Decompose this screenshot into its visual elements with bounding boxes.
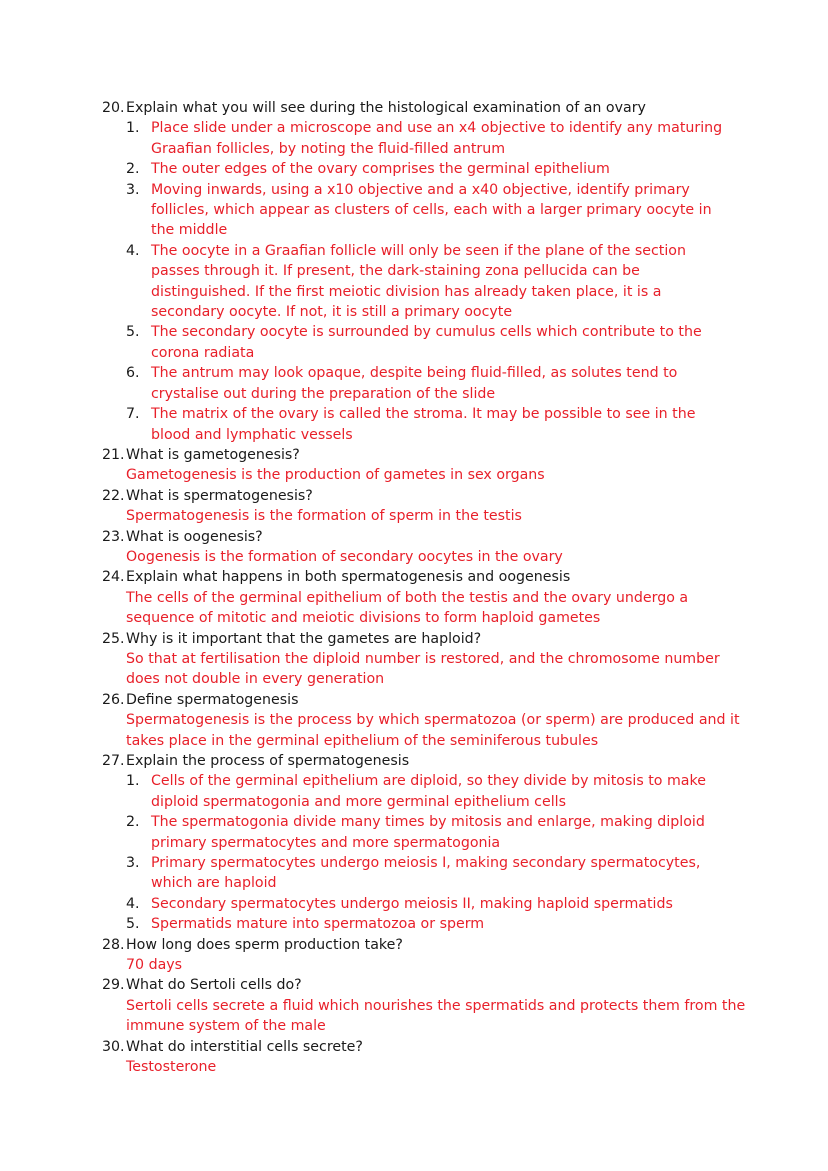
- answer-step: [0, 812, 828, 853]
- question-item: [0, 975, 828, 995]
- question-item: [0, 935, 828, 955]
- step-text: The antrum may look opaque, despite being fluid-filled, as solutes tend to crystalise out during the preparation of the slide: [151, 365, 678, 402]
- question-number: 25.: [102, 630, 125, 647]
- answer-step: [0, 241, 828, 323]
- answer-step: [0, 894, 828, 914]
- question-number: 22.: [102, 487, 125, 504]
- step-text: The outer edges of the ovary comprises the germinal epithelium: [151, 161, 610, 178]
- question-text: Explain what you will see during the histological examination of an ovary: [126, 100, 646, 116]
- step-text: Moving inwards, using a x10 objective and a x40 objective, identify primary follicles, which appear as clusters of cells, each with a larger primary oocyte in the middle: [151, 181, 712, 239]
- question-number: 21.: [102, 446, 125, 463]
- answer-text: Spermatogenesis is the formation of sperm in the testis: [126, 508, 522, 525]
- question-text: Define spermatogenesis: [126, 691, 299, 708]
- answer-step: [0, 180, 828, 241]
- question-text: Explain the process of spermatogenesis: [126, 753, 410, 769]
- step-text: The spermatogonia divide many times by mitosis and enlarge, making diploid primary spermatocytes and more spermatogonia: [151, 814, 705, 851]
- question-item: [0, 629, 828, 649]
- answer-text: The cells of the germinal epithelium of both the testis and the ovary undergo a sequence of mitotic and meiotic divisions to form haploid gametes: [126, 589, 689, 627]
- step-number: 3.: [126, 855, 140, 872]
- step-text: Spermatids mature into spermatozoa or sperm: [151, 916, 485, 933]
- step-number: 1.: [126, 120, 140, 137]
- question-item: [0, 1037, 828, 1057]
- question-item: [0, 445, 828, 465]
- answer-step: [0, 159, 828, 179]
- step-number: 4.: [126, 895, 140, 912]
- question-text: What is spermatogenesis?: [126, 487, 313, 504]
- answer-text: So that at fertilisation the diploid number is restored, and the chromosome number does not double in every generation: [126, 650, 720, 688]
- question-item: [0, 98, 828, 118]
- step-number: 6.: [126, 365, 140, 382]
- question-number: 23.: [102, 528, 125, 545]
- step-number: 2.: [126, 814, 140, 831]
- question-text: What is gametogenesis?: [126, 446, 300, 463]
- question-text: How long does sperm production take?: [126, 936, 403, 953]
- question-number: 28.: [102, 936, 125, 953]
- step-text: Place slide under a microscope and use an x4 objective to identify any maturing Graafian follicles, by noting the fluid-filled antrum: [151, 120, 723, 157]
- question-text: What do interstitial cells secrete?: [126, 1038, 363, 1055]
- step-number: 1.: [126, 773, 140, 790]
- step-text: The matrix of the ovary is called the stroma. It may be possible to see in the blood and lymphatic vessels: [151, 406, 696, 443]
- question-number: 26.: [102, 691, 125, 708]
- question-text: What do Sertoli cells do?: [126, 977, 302, 994]
- step-text: Primary spermatocytes undergo meiosis I, making secondary spermatocytes, which are haploid: [151, 855, 701, 892]
- step-text: The secondary oocyte is surrounded by cumulus cells which contribute to the corona radiata: [151, 324, 702, 361]
- question-item: [0, 486, 828, 506]
- question-number: 29.: [102, 977, 125, 994]
- answer-step: [0, 771, 828, 812]
- question-text: What is oogenesis?: [126, 528, 263, 545]
- answer-text: 70 days: [126, 957, 183, 974]
- answer-text: Oogenesis is the formation of secondary oocytes in the ovary: [126, 548, 563, 565]
- question-text: Why is it important that the gametes are haploid?: [126, 630, 482, 647]
- answer-step: [0, 322, 828, 363]
- step-number: 4.: [126, 242, 140, 259]
- step-number: 5.: [126, 916, 140, 933]
- question-number: 24.: [102, 569, 125, 586]
- answer-text: Gametogenesis is the production of gametes in sex organs: [126, 467, 545, 484]
- answer-step: [0, 118, 828, 159]
- answer-step: [0, 914, 828, 934]
- question-number: 20.: [102, 100, 125, 116]
- answer-text: Sertoli cells secrete a fluid which nourishes the spermatids and protects them from the immune system of the male: [126, 997, 746, 1035]
- step-text: Cells of the germinal epithelium are diploid, so they divide by mitosis to make diploid spermatogonia and more germinal epithelium cells: [151, 773, 706, 810]
- answer-step: [0, 363, 828, 404]
- question-number: 27.: [102, 753, 125, 769]
- question-item: [0, 751, 828, 771]
- step-number: 7.: [126, 406, 140, 423]
- question-item: [0, 527, 828, 547]
- answer-text: Spermatogenesis is the process by which spermatozoa (or sperm) are produced and it takes place in the germinal epithelium of the seminiferous tubules: [126, 712, 740, 749]
- step-number: 2.: [126, 161, 140, 178]
- answer-step: [0, 853, 828, 894]
- question-text: Explain what happens in both spermatogenesis and oogenesis: [126, 569, 571, 586]
- question-number: 30.: [102, 1038, 125, 1055]
- step-text: Secondary spermatocytes undergo meiosis II, making haploid spermatids: [151, 895, 673, 912]
- question-item: [0, 690, 828, 710]
- step-text: The oocyte in a Graafian follicle will only be seen if the plane of the section passes through it. If present, the dark-staining zona pellucida can be distinguished. If the first meiotic division has already taken place, it is a secondary oocyte. If not, it is still a primary oocyte: [151, 242, 686, 321]
- step-number: 3.: [126, 181, 140, 198]
- question-item: [0, 567, 828, 587]
- document-page: [0, 98, 828, 1078]
- answer-step: [0, 404, 828, 445]
- step-number: 5.: [126, 324, 140, 341]
- answer-text: Testosterone: [126, 1059, 217, 1076]
